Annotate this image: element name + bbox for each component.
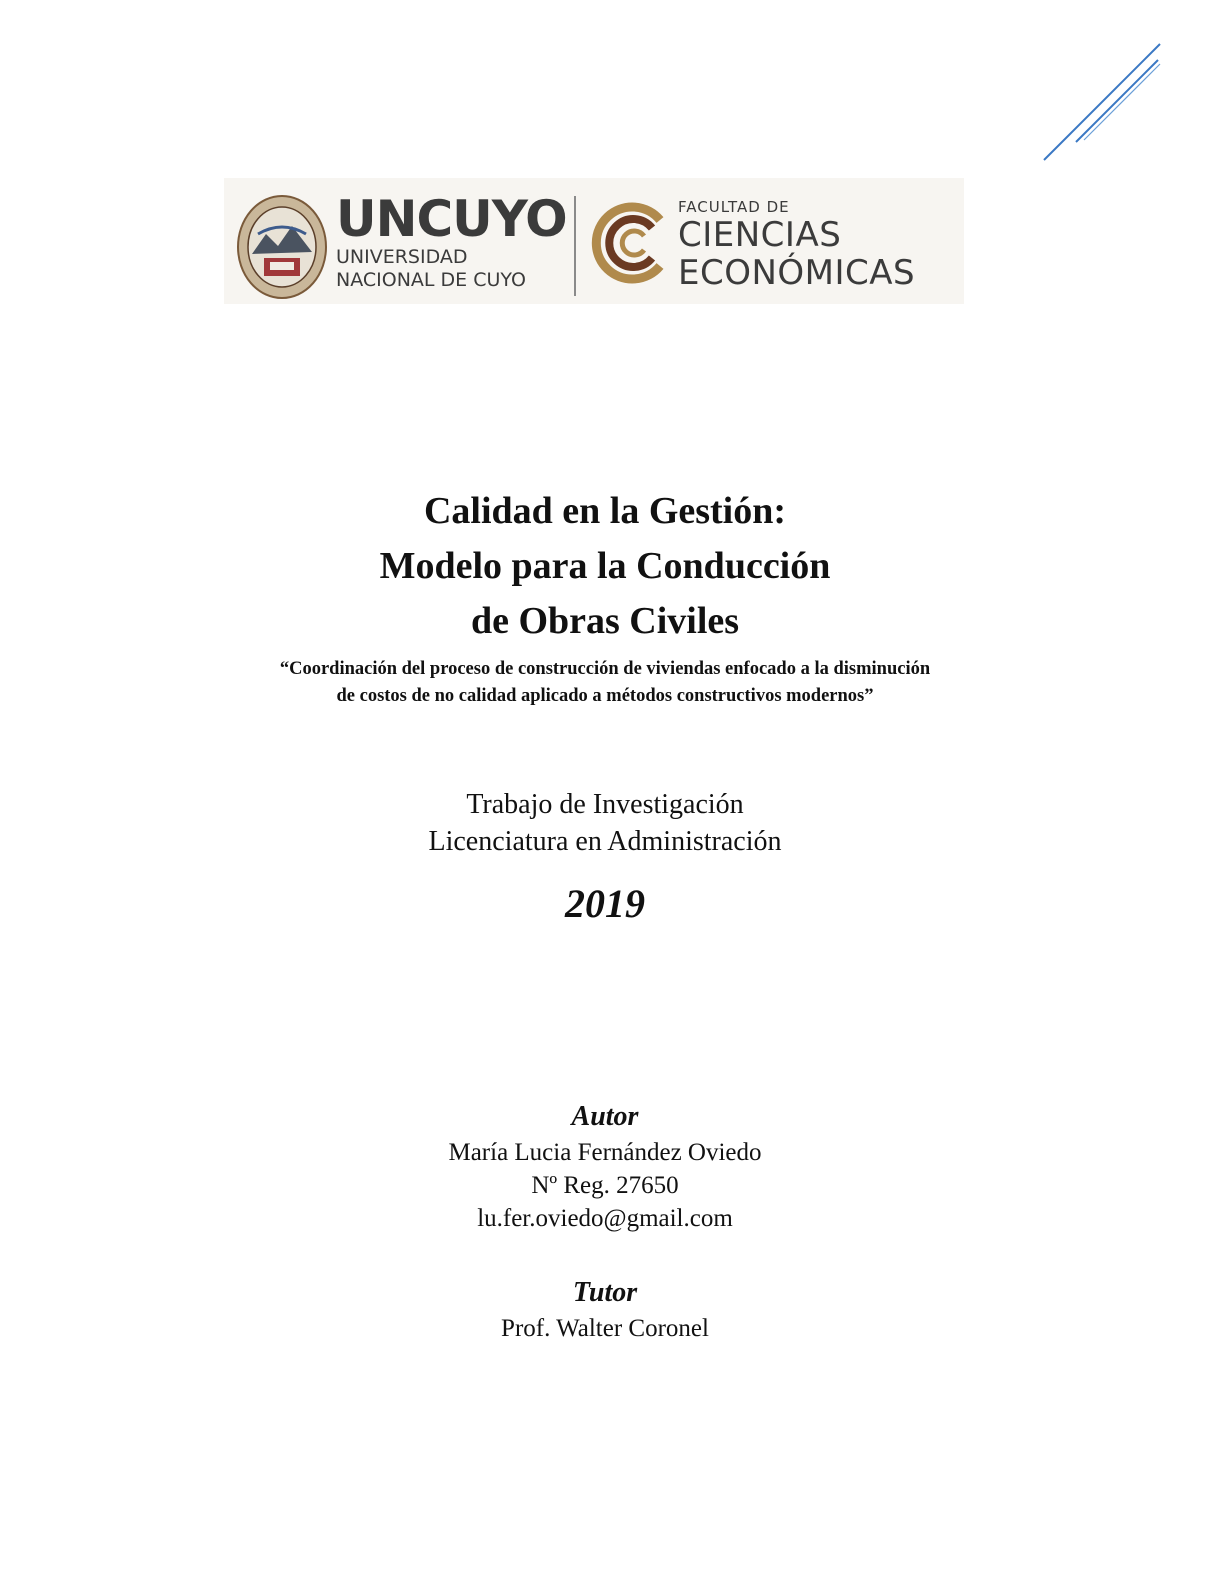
title-line-2: Modelo para la Conducción <box>379 545 831 587</box>
universidad-text: UNIVERSIDAD <box>336 246 468 268</box>
work-type: Trabajo de Investigación <box>466 789 744 820</box>
tutor-name: Prof. Walter Coronel <box>501 1315 709 1342</box>
nacional-de-cuyo-text: NACIONAL DE CUYO <box>336 269 526 291</box>
author-email: lu.fer.oviedo@gmail.com <box>477 1205 733 1232</box>
faculty-logo-text <box>678 198 968 292</box>
author-registration: Nº Reg. 27650 <box>531 1172 679 1199</box>
author-name: María Lucia Fernández Oviedo <box>448 1139 762 1166</box>
document-title <box>0 484 1210 649</box>
uncuyo-wordmark: UNCUYO <box>336 190 567 248</box>
document-year: 2019 <box>565 881 645 926</box>
title-line-1: Calidad en la Gestión: <box>423 490 787 532</box>
economicas-text: ECONÓMICAS <box>678 253 916 293</box>
tutor-heading: Tutor <box>572 1277 638 1308</box>
tutor-section <box>0 1274 1210 1345</box>
document-subtitle <box>0 656 1210 710</box>
university-logo-banner <box>224 178 964 304</box>
corner-decoration-lines <box>1036 40 1166 165</box>
work-info <box>0 786 1210 860</box>
faculty-c-logo-icon <box>590 198 670 288</box>
facultad-de-text: FACULTAD DE <box>678 198 790 216</box>
author-section <box>0 1098 1210 1235</box>
logo-divider <box>574 196 576 296</box>
university-seal-icon <box>236 194 328 300</box>
title-line-3: de Obras Civiles <box>470 600 740 642</box>
subtitle-line-2: de costos de no calidad aplicado a métodos constructivos modernos” <box>336 686 874 706</box>
author-heading: Autor <box>571 1101 639 1132</box>
ciencias-text: CIENCIAS <box>678 215 842 255</box>
subtitle-line-1: “Coordinación del proceso de construcción de viviendas enfocado a la disminución <box>279 659 931 679</box>
degree-name: Licenciatura en Administración <box>428 826 782 857</box>
uncuyo-logo-text <box>336 192 566 292</box>
